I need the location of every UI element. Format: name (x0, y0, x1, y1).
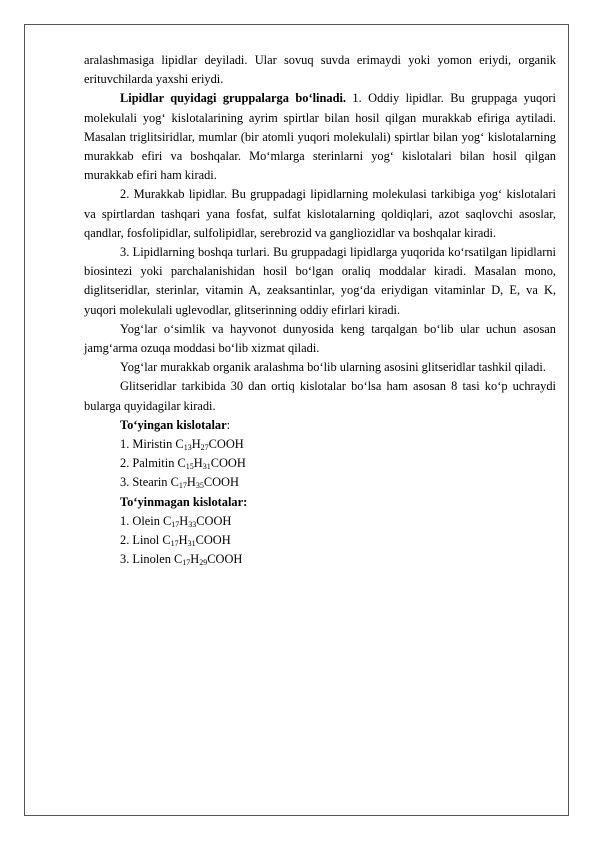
paragraph-other-lipids: 3. Lipidlarning boshqa turlari. Bu gruppadagi lipidlarga yuqorida ko‘rsatilgan lipidlarni biosintezi yoki parchalanishidan hosil bo‘lgan oraliq moddalar kiradi. Masalan mono, diglitseridlar, sterinlar, vitamin A, zeaksantinlar, yog‘da eriydigan vitaminlar D, E, va K, yuqori molekulali uglevodlar, glitserinning oddiy efirlari kiradi. (84, 245, 556, 317)
unsaturated-acids-heading: To‘yinmagan kislotalar: (120, 494, 248, 509)
saturated-acids-heading: To‘yingan kislotalar: (120, 417, 231, 432)
simple-lipids-text: 1. Oddiy lipidlar. Bu gruppaga yuqori molekulali yog‘ kislotalarining ayrim spirtlar bilan hosil qilgan murakkab efiriga aytiladi. Masalan triglitsiridlar, mumlar (bir atomli yuqori molekulali) spirtlar bilan yog‘ kislotalarning murakkab efiri va boshqalar. Mo‘mlarga sterinlarni yog‘ kislotalari bilan hosil qilgan murakkab efiri ham kiradi. (84, 91, 556, 183)
list-item: 1. Olein $C_{17}H_{33}COOH$ (120, 513, 232, 529)
paragraph-complex-lipids: 2. Murakkab lipidlar. Bu gruppadagi lipidlarning molekulasi tarkibiga yog‘ kislotalari va spirtlardan tashqari yana fosfat, sulfat kislotalarning qoldiqlari, azot saqlovchi asoslar, qandlar, fosfolipidlar, sulfolipidlar, serebrozid va gangliozidlar va boshqalar kiradi. (84, 187, 556, 240)
paragraph-simple-lipids (84, 89, 556, 185)
list-item: 3. Stearin $C_{17}H_{35}COOH$ (120, 475, 239, 491)
paragraph-fats-composition: Yog‘lar murakkab organik aralashma bo‘lib ularning asosini glitseridlar tashkil qiladi. (120, 360, 546, 375)
paragraph-glycerides: Glitseridlar tarkibida 30 dan ortiq kislotalar bo‘lsa ham asosan 8 tasi ko‘p uchraydi bularga quyidagilar kiradi. (84, 379, 556, 413)
lipid-groups-heading: Lipidlar quyidagi gruppalarga bo‘linadi. (120, 91, 346, 106)
list-item: 3. Linolen $C_{17}H_{29}COOH$ (120, 552, 243, 568)
list-item: 2. Linol $C_{17}H_{31}COOH$ (120, 533, 231, 549)
list-item: 1. Miristin $C_{13}H_{27}COOH$ (120, 437, 244, 453)
document-body (84, 51, 556, 569)
paragraph-fats-distribution: Yog‘lar o‘simlik va hayvonot dunyosida keng tarqalgan bo‘lib ular uchun asosan jamg‘arma ozuqa moddasi bo‘lib xizmat qiladi. (84, 321, 556, 356)
list-item: 2. Palmitin $C_{15}H_{31}COOH$ (120, 456, 246, 472)
paragraph-intro: aralashmasiga lipidlar deyiladi. Ular sovuq suvda erimaydi yoki yomon eriydi, organik erituvchilarda yaxshi eriydi. (84, 53, 556, 87)
